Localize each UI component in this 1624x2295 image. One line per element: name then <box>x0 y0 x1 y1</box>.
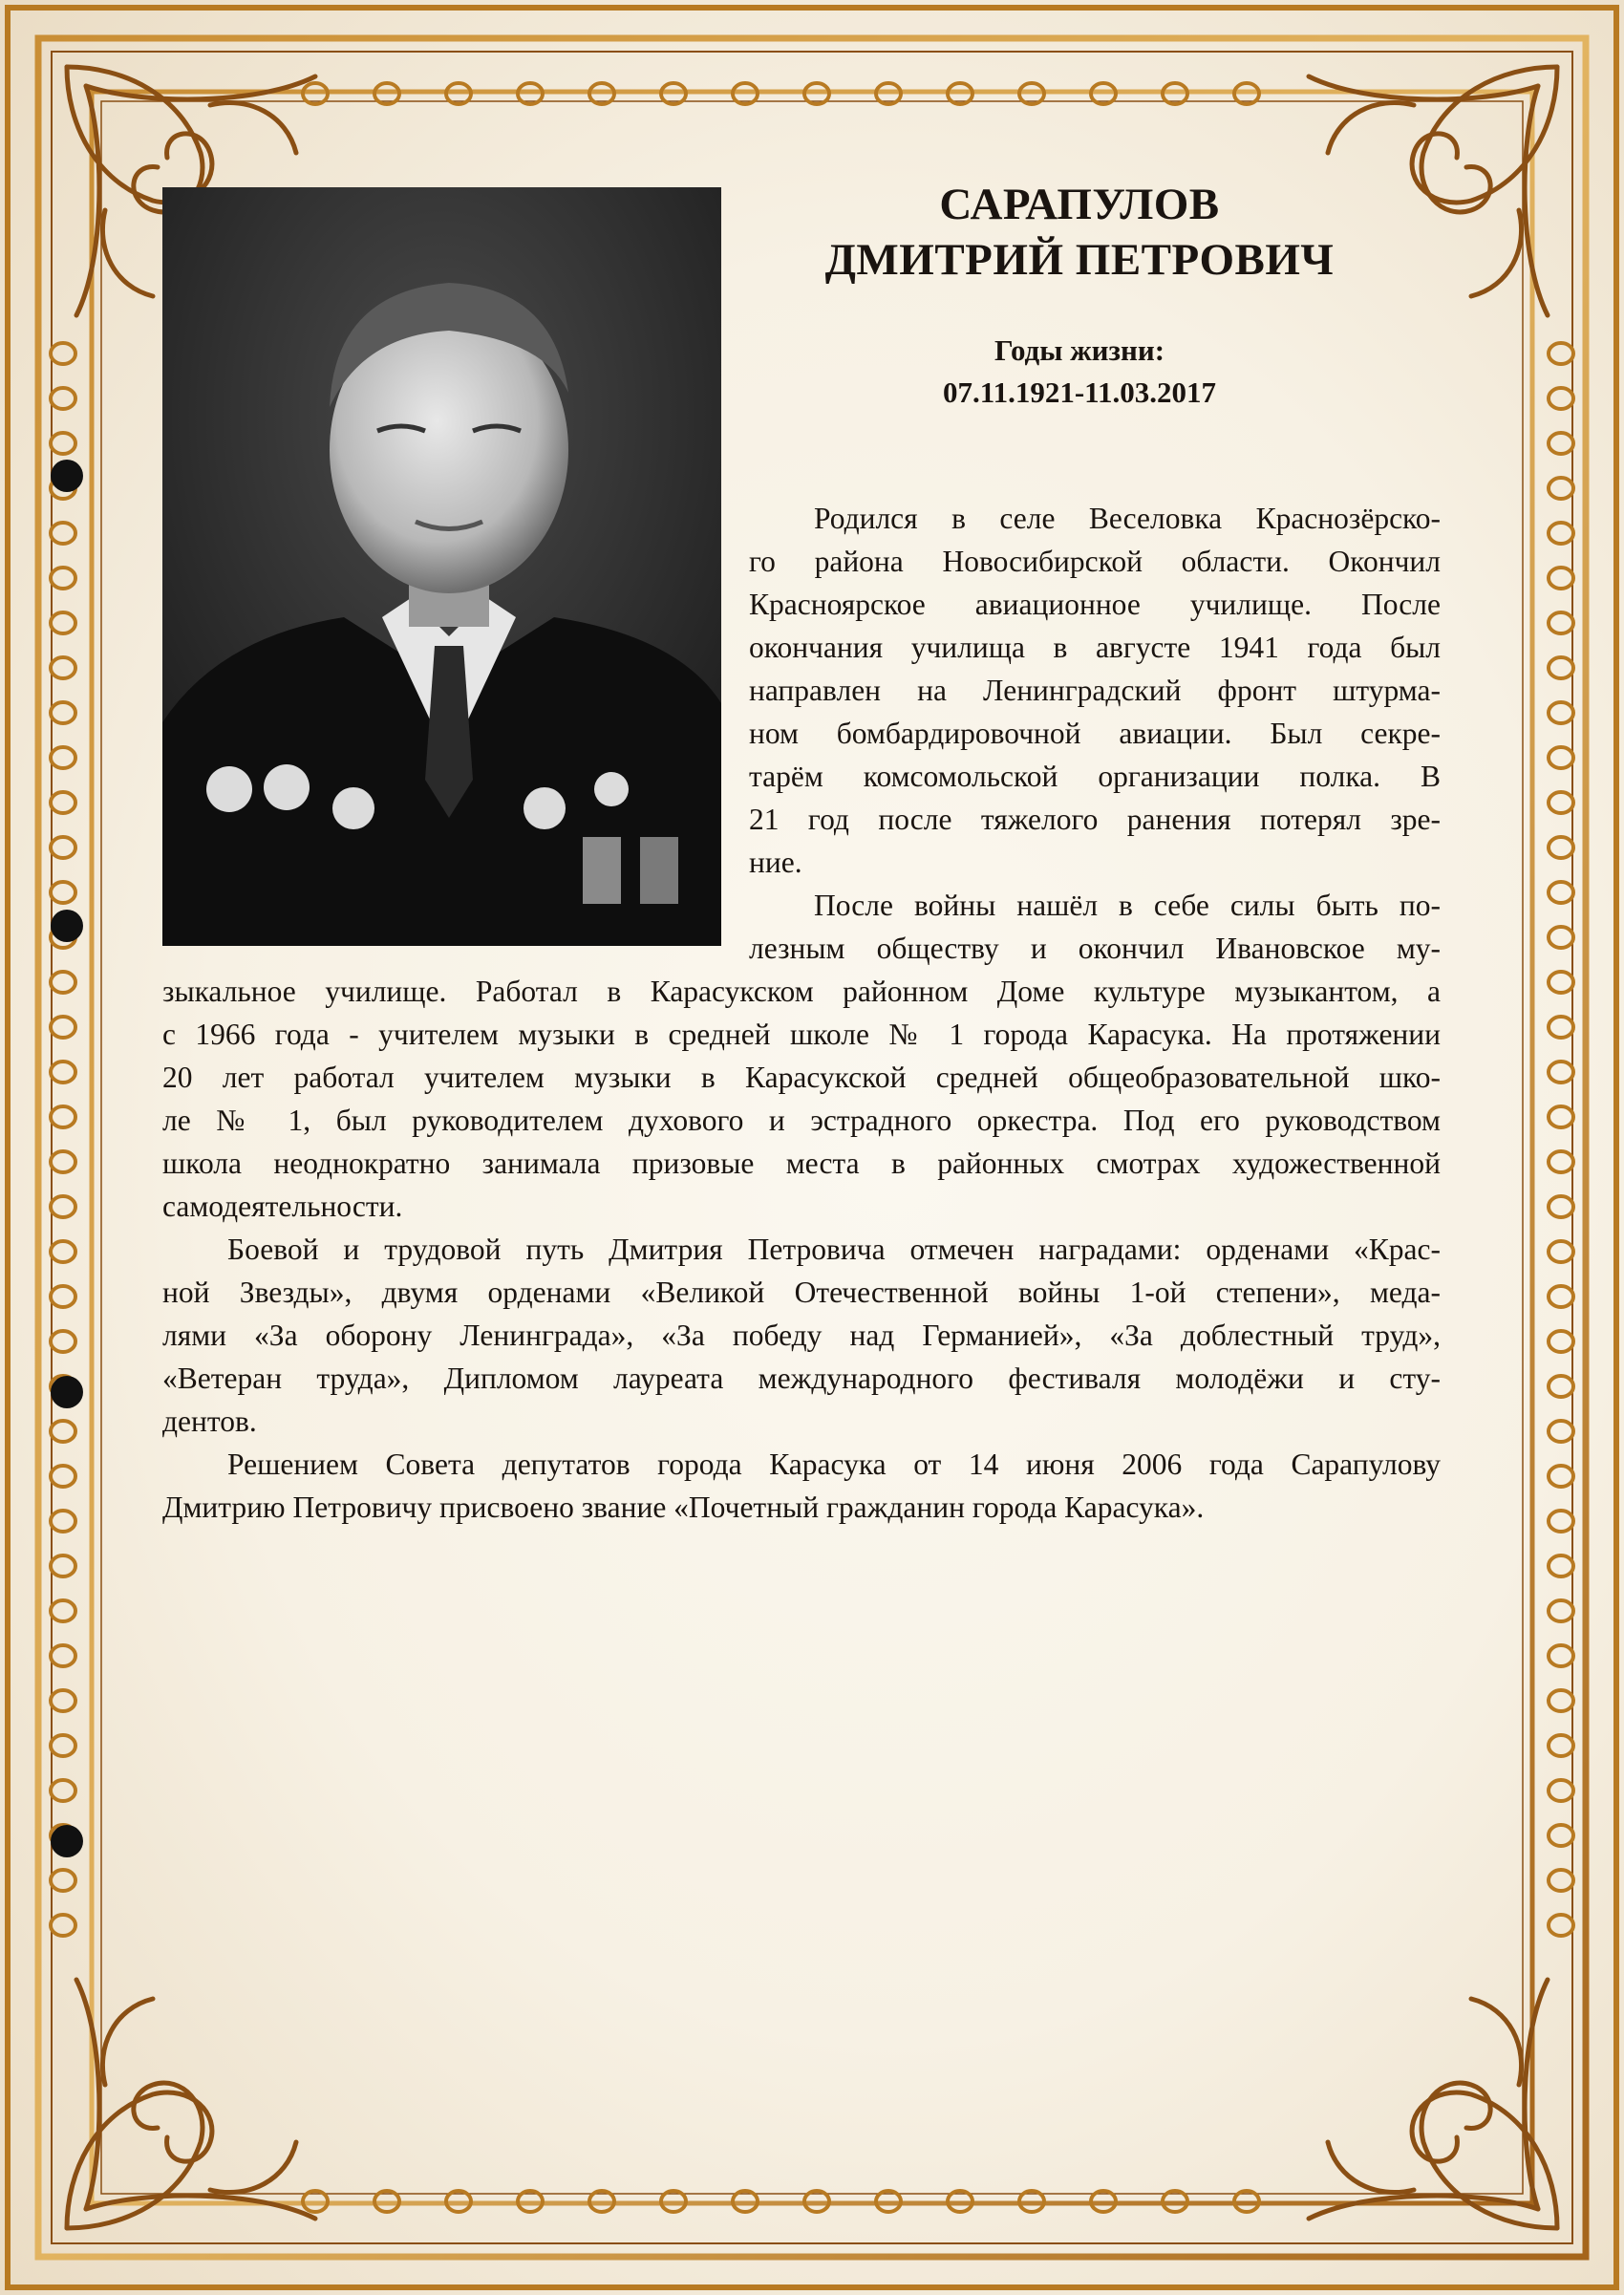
bio-line: Дмитрию Петровичу присвоено звание «Почетный гражданин города Карасука». <box>162 1491 1205 1524</box>
frame-ring <box>1549 612 1573 633</box>
frame-ring <box>51 1106 75 1127</box>
frame-ring <box>51 523 75 544</box>
frame-ring <box>51 612 75 633</box>
frame-ring <box>1549 523 1573 544</box>
frame-ring <box>51 747 75 768</box>
frame-ring <box>51 1645 75 1666</box>
frame-ring <box>1549 1241 1573 1262</box>
person-name-title <box>764 177 1395 288</box>
bio-line: направлен на Ленинградский фронт штурма- <box>749 674 1441 707</box>
frame-ring <box>51 568 75 589</box>
years-label: Годы жизни: <box>994 333 1165 367</box>
frame-ring <box>51 657 75 678</box>
frame-ring <box>1549 1421 1573 1442</box>
frame-ring <box>1549 1017 1573 1038</box>
bio-line: зыкальное училище. Работал в Карасукском районном Доме культуре музыкантом, а <box>162 975 1441 1008</box>
bio-line: школа неоднократно занимала призовые места в районных смотрах художественной <box>162 1147 1441 1180</box>
frame-ring <box>1549 1780 1573 1801</box>
frame-ring <box>51 1600 75 1621</box>
frame-ring <box>51 1151 75 1172</box>
punch-hole <box>51 1376 83 1408</box>
frame-ring <box>51 1511 75 1532</box>
frame-ring <box>1549 972 1573 993</box>
frame-ring <box>1549 1690 1573 1711</box>
frame-ring <box>51 433 75 454</box>
frame-ring <box>51 1196 75 1217</box>
corner-ornament <box>67 1980 315 2228</box>
frame-ring <box>51 1017 75 1038</box>
frame-ring <box>1549 792 1573 813</box>
years-value: 07.11.1921-11.03.2017 <box>943 375 1216 409</box>
bio-line: самодеятельности. <box>162 1190 403 1223</box>
frame-ring <box>1549 1151 1573 1172</box>
frame-ring <box>51 1421 75 1442</box>
bio-line: лезным обществу и окончил Ивановское му- <box>749 932 1441 965</box>
frame-ring <box>1549 1735 1573 1756</box>
biography-full-width <box>162 970 1441 1529</box>
frame-ring <box>1549 568 1573 589</box>
given-names: ДМИТРИЙ ПЕТРОВИЧ <box>824 235 1335 285</box>
bio-line: дентов. <box>162 1405 257 1438</box>
frame-ring <box>51 837 75 858</box>
bio-line: 20 лет работал учителем музыки в Карасукской средней общеобразовательной шко- <box>162 1061 1441 1094</box>
frame-ring <box>51 1780 75 1801</box>
corner-ornament <box>1309 1980 1557 2228</box>
frame-ring <box>1549 1555 1573 1576</box>
bio-line: го района Новосибирской области. Окончил <box>749 545 1441 578</box>
frame-ring <box>1549 882 1573 903</box>
bio-line: Решением Совета депутатов города Карасука от 14 июня 2006 года Сарапулову <box>227 1448 1441 1481</box>
frame-ring <box>1549 747 1573 768</box>
frame-ring <box>1549 1466 1573 1487</box>
frame-ring <box>51 343 75 364</box>
frame-ring <box>1549 1376 1573 1397</box>
frame-ring <box>1549 1286 1573 1307</box>
bio-line: окончания училища в августе 1941 года был <box>749 631 1441 664</box>
frame-ring <box>51 1062 75 1083</box>
biography-right-column <box>749 497 1441 970</box>
frame-ring <box>1549 388 1573 409</box>
frame-ring <box>51 1241 75 1262</box>
frame-ring <box>51 1286 75 1307</box>
bio-line: Родился в селе Веселовка Краснозёрско- <box>814 502 1441 535</box>
frame-ring <box>1549 702 1573 723</box>
frame-ring <box>1549 1600 1573 1621</box>
bio-line: с 1966 года - учителем музыки в средней школе № 1 города Карасука. На протяжении <box>162 1018 1441 1051</box>
punch-hole <box>51 460 83 492</box>
bio-line: ле № 1, был руководителем духового и эстрадного оркестра. Под его руководством <box>162 1104 1441 1137</box>
frame-ring <box>1549 1870 1573 1891</box>
punch-hole <box>51 910 83 942</box>
frame-ring <box>51 882 75 903</box>
bio-line: 21 год после тяжелого ранения потерял зре- <box>749 803 1441 836</box>
frame-ring <box>51 792 75 813</box>
frame-ring <box>1549 1511 1573 1532</box>
frame-ring <box>51 972 75 993</box>
frame-ring <box>1549 1645 1573 1666</box>
frame-ring <box>51 1690 75 1711</box>
frame-ring <box>1549 1106 1573 1127</box>
frame-ring <box>1549 657 1573 678</box>
surname: САРАПУЛОВ <box>939 180 1220 229</box>
bio-line: ной Звезды», двумя орденами «Великой Отечественной войны 1-ой степени», меда- <box>162 1276 1441 1309</box>
frame-ring <box>51 1331 75 1352</box>
bio-line: «Ветеран труда», Дипломом лауреата международного фестиваля молодёжи и сту- <box>162 1362 1441 1395</box>
frame-ring <box>51 702 75 723</box>
frame-ring <box>51 1466 75 1487</box>
bio-line: Красноярское авиационное училище. После <box>749 588 1441 621</box>
punch-hole <box>51 1825 83 1857</box>
bio-line: лями «За оборону Ленинграда», «За победу над Германией», «За доблестный труд», <box>162 1319 1441 1352</box>
bio-line: ном бомбардировочной авиации. Был секре- <box>749 717 1441 750</box>
frame-ring <box>1549 1196 1573 1217</box>
bio-line: ние. <box>749 846 802 879</box>
frame-ring <box>1549 1062 1573 1083</box>
frame-ring <box>51 1555 75 1576</box>
frame-ring <box>1549 1331 1573 1352</box>
bio-line: тарём комсомольской организации полка. В <box>749 760 1441 793</box>
frame-ring <box>1549 1825 1573 1846</box>
frame-ring <box>1549 837 1573 858</box>
frame-ring <box>1549 433 1573 454</box>
bio-line: Боевой и трудовой путь Дмитрия Петровича отмечен наградами: орденами «Крас- <box>227 1233 1441 1266</box>
life-years <box>822 330 1337 414</box>
frame-ring <box>1549 343 1573 364</box>
frame-ring <box>51 1915 75 1936</box>
frame-ring <box>1549 1915 1573 1936</box>
frame-ring <box>1549 478 1573 499</box>
bio-line: После войны нашёл в себе силы быть по- <box>814 889 1441 922</box>
frame-ring <box>51 388 75 409</box>
frame-ring <box>51 1870 75 1891</box>
frame-ring <box>1549 927 1573 948</box>
portrait-photo <box>162 187 721 946</box>
frame-ring <box>51 1735 75 1756</box>
